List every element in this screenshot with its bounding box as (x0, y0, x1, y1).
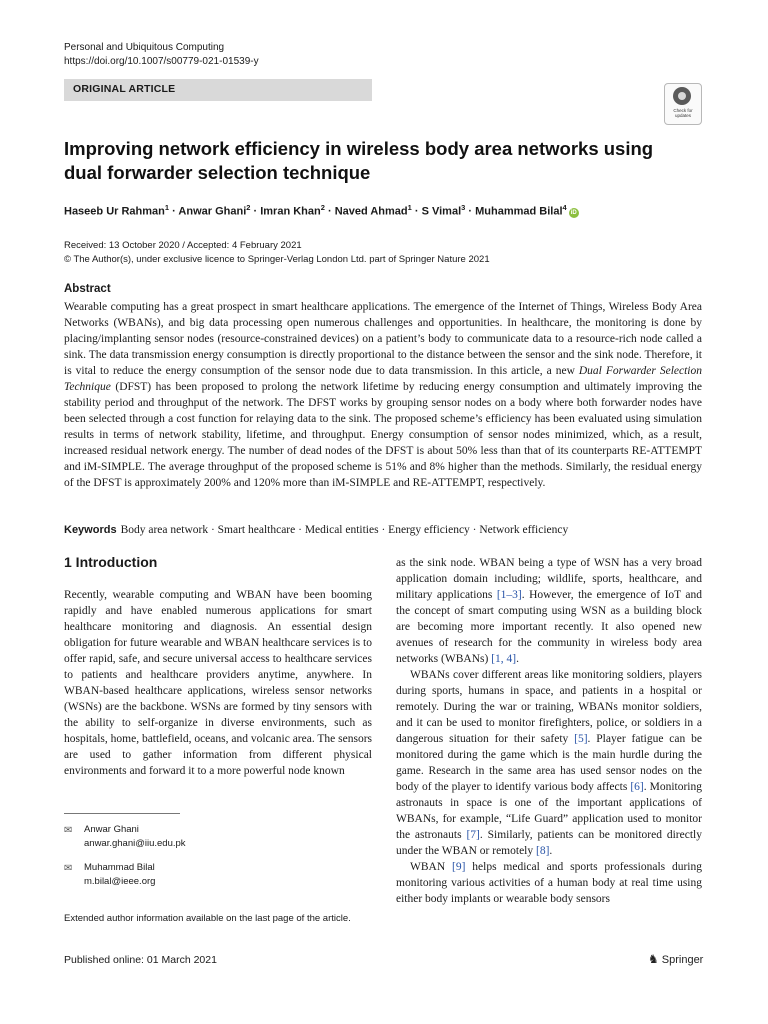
article-dates (64, 239, 490, 267)
text-run: . Player fatigue can be monitored during the game which is the main hurdle during the game. Research in the same area has used sensor nodes on the body of the player to identify various body affects (396, 733, 702, 793)
author-separator: · (324, 205, 335, 218)
author-name[interactable]: Anwar Ghani (178, 205, 247, 218)
journal-header (64, 41, 259, 69)
copyright-line: © The Author(s), under exclusive licence to Springer-Verlag London Ltd. part of Springer Nature 2021 (64, 254, 490, 265)
correspondence-email[interactable]: anwar.ghani@iiu.edu.pk (84, 838, 186, 849)
author-separator: · (465, 205, 476, 218)
author-name[interactable]: S Vimal (421, 205, 462, 218)
text-run: . (549, 845, 553, 857)
author-affiliation: 4 (562, 203, 567, 212)
badge-line-2: updates (674, 113, 691, 118)
section-heading-introduction: 1 Introduction (64, 554, 158, 570)
badge-line-1: Check for (673, 108, 693, 113)
citation-link[interactable]: [8] (536, 845, 550, 857)
author-name[interactable]: Imran Khan (260, 205, 321, 218)
keywords (64, 522, 704, 538)
intro-paragraph-cont (396, 555, 702, 667)
check-for-updates-icon (673, 87, 691, 105)
author-name[interactable]: Naved Ahmad (334, 205, 408, 218)
footnote-rule (64, 813, 180, 814)
check-for-updates-badge[interactable] (664, 83, 702, 125)
correspondence-name: Anwar Ghani (84, 824, 139, 835)
orcid-icon[interactable]: iD (570, 209, 577, 216)
correspondence-name: Muhammad Bilal (84, 862, 155, 873)
text-run: . Monitoring astronauts in space is one of the important applications of WBANs, for example, “Life Guard” application used to monitor the astronauts (396, 781, 702, 841)
keywords-list: Body area network · Smart healthcare · Medical entities · Energy efficiency · Network efficiency (120, 524, 569, 536)
intro-paragraph-2 (396, 667, 702, 859)
intro-paragraph-1: Recently, wearable computing and WBAN have been booming rapidly and have enabled numerous applications for smart healthcare monitoring and diagnosis. An essential design obligation for future wearable and WBAN healthcare services is to offer rapid, safe, and secure universal access to healthcare services to patients and healthcare providers anytime, anywhere. In WBAN-based healthcare applications, wireless sensor networks (WSNs) are the backbone. WSNs are formed by tiny sensors with the ability to self-organize in diverse environments, such as hospitals, home, battlefield, oceans, and volcanic area. The sensors are used to gather information from different physical environments and forward it to a more powerful node known (64, 589, 372, 777)
left-column (64, 587, 372, 779)
citation-link[interactable]: [9] (452, 861, 466, 873)
published-online: Published online: 01 March 2021 (64, 954, 217, 966)
author-separator: · (169, 205, 179, 218)
correspondence-author-2 (64, 861, 364, 889)
text-run: . Similarly, patients can be monitored directly under the WBAN or remotely (396, 829, 702, 857)
author-affiliation: 2 (246, 203, 251, 212)
received-accepted: Received: 13 October 2020 / Accepted: 4 February 2021 (64, 240, 302, 251)
correspondence-email[interactable]: m.bilal@ieee.org (84, 876, 156, 887)
journal-doi[interactable]: https://doi.org/10.1007/s00779-021-01539-y (64, 56, 259, 67)
intro-paragraph-3 (396, 859, 702, 907)
title-line-2: dual forwarder selection technique (64, 162, 371, 183)
article-title (64, 137, 684, 185)
author-affiliation: 1 (407, 203, 412, 212)
text-run: . However, the emergence of IoT and the concept of smart computing using WSN as a building block are becoming more important recently. It also opened new avenues of research for the community in wireless body area networks (WBANs) (396, 589, 702, 665)
abstract-text-1: Wearable computing has a great prospect in smart healthcare applications. The emergence of the Internet of Things, Wireless Body Area Networks (WBANs), and big data processing open numerous challenges and opportunities. In healthcare, the monitoring is done by placing/implanting sensor nodes (resource-constrained devices) on a patient’s body to communicate data to a resource-rich node called a sink. The data transmission energy consumption is directly proportional to the distance between the sensor and the sink node. Therefore, it is vital to reduce the energy consumption of the sensor node due to data transmission. In this article, a new (64, 301, 702, 377)
text-run: as the sink node. WBAN being a type of WSN has a very broad application domain including; wildlife, sports, healthcare, and military applications (396, 557, 702, 601)
publisher-name: Springer (661, 954, 704, 966)
abstract-emphasis: Dual Forwarder Selection Technique (64, 365, 703, 393)
author-affiliation: 3 (461, 203, 466, 212)
abstract-text-2: (DFST) has been proposed to prolong the network lifetime by reducing energy consumption and ultimately improving the stability period and throughput of the network. The DFST works by grouping sensor nodes on a body where both forwarder nodes have been selected through a cost function for relaying data to the sink. The proposed scheme’s efficiency has been evaluated using simulation results in terms of network stability, lifetime, and throughput. Energy consumption of sensor nodes minimized, which, as a result, increased residual network energy. The number of dead nodes of the DFST is about 50% less than that of its counterparts RE-ATTEMPT and iM-SIMPLE. The average throughput of the proposed scheme is 51% and 8% higher than the methods. Similarly, the residual energy of the DFST is approximately 200% and 120% more than iM-SIMPLE and RE-ATTEMPT, respectively. (64, 381, 702, 489)
envelope-icon: ✉ (64, 825, 73, 836)
text-run: WBAN (410, 861, 452, 873)
citation-link[interactable]: [5] (574, 733, 588, 745)
abstract-body (64, 299, 702, 491)
abstract-heading: Abstract (64, 283, 111, 295)
text-run: helps medical and sports professionals during monitoring various activities of a human body at real time using either body implants or wearable body sensors (396, 861, 702, 905)
author-name[interactable]: Muhammad Bilal (475, 205, 563, 218)
keywords-heading: Keywords (64, 524, 117, 536)
author-separator: · (250, 205, 261, 218)
author-separator: · (411, 205, 422, 218)
citation-link[interactable]: [1, 4] (491, 653, 517, 665)
author-list (64, 203, 684, 218)
publisher-logo[interactable] (648, 952, 703, 966)
citation-link[interactable]: [6] (630, 781, 644, 793)
correspondence-author-1 (64, 823, 364, 851)
right-column (396, 555, 702, 907)
text-run: WBANs cover different areas like monitoring soldiers, players during sports, humans in space, and patients in a hospital or remotely. During the war or training, WBANs monitor soldiers, and it can be used to monitor firefighters, police, or soldiers in a dangerous situation for their safety (396, 669, 702, 745)
citation-link[interactable]: [7] (466, 829, 480, 841)
author-affiliation: 1 (164, 203, 170, 212)
citation-link[interactable]: [1–3] (496, 589, 522, 601)
text-run: . (516, 653, 519, 665)
article-type-banner (64, 79, 372, 101)
extended-author-info: Extended author information available on the last page of the article. (64, 913, 351, 924)
title-line-1: Improving network efficiency in wireless body area networks using (64, 138, 654, 159)
envelope-icon: ✉ (64, 863, 73, 874)
journal-name: Personal and Ubiquitous Computing (64, 42, 225, 53)
author-affiliation: 2 (320, 203, 325, 212)
springer-horse-icon: ♞ (648, 952, 659, 966)
author-name[interactable]: Haseeb Ur Rahman (64, 205, 165, 218)
article-type-label: ORIGINAL ARTICLE (73, 83, 176, 95)
